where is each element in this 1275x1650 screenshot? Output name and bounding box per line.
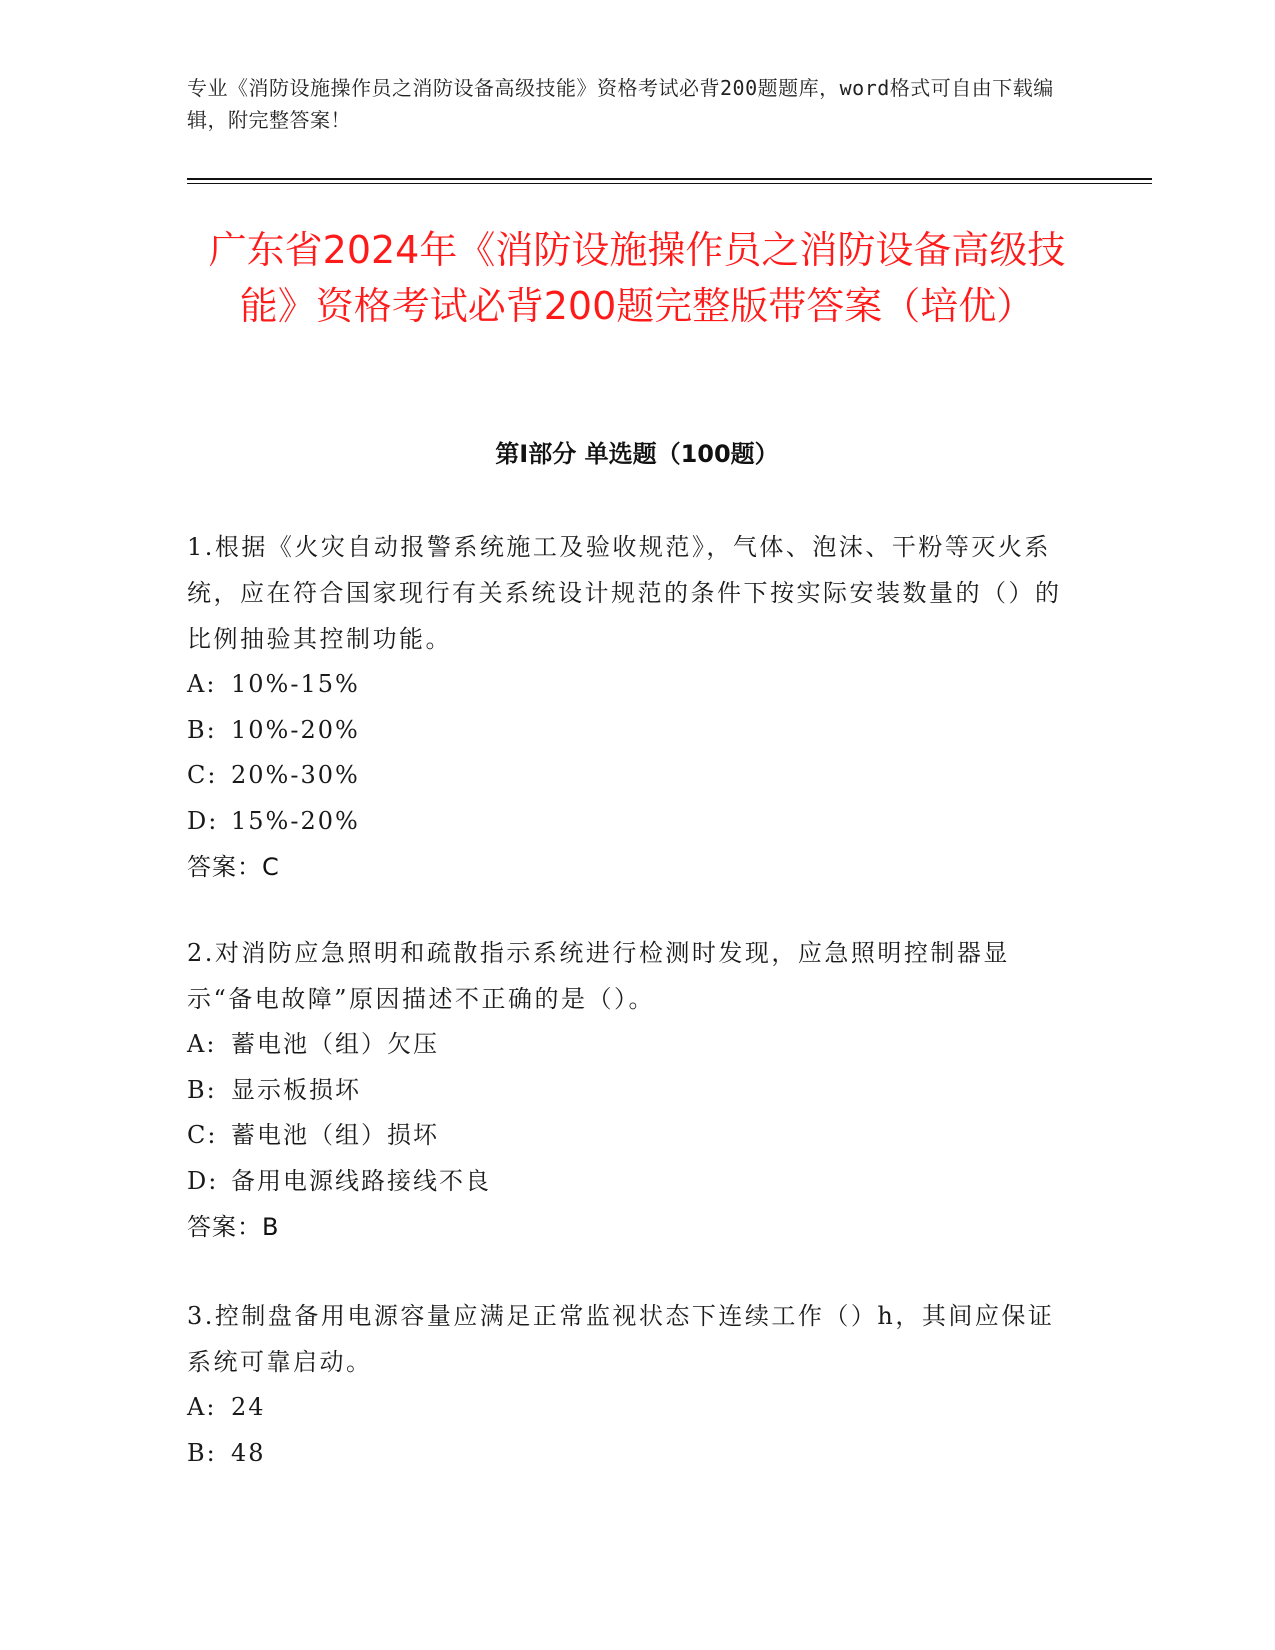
option-c — [187, 1113, 1067, 1159]
header-divider-thin — [187, 183, 1152, 184]
option-a — [187, 1022, 1067, 1068]
option-text: 15%-20% — [231, 806, 360, 835]
option-text: 24 — [231, 1393, 266, 1421]
option-text: 蓄电池（组）欠压 — [231, 1030, 439, 1058]
question-1 — [187, 524, 1067, 890]
option-text: 10%-15% — [231, 670, 360, 698]
option-text: 20%-30% — [231, 761, 360, 789]
option-key: B: — [187, 715, 217, 744]
option-text: 10%-20% — [231, 715, 360, 744]
option-d — [187, 799, 1067, 845]
option-a — [187, 1385, 1067, 1431]
option-d — [187, 1159, 1067, 1205]
answer-label: 答案： — [187, 1213, 262, 1241]
option-a — [187, 662, 1067, 708]
option-key: C: — [187, 1121, 218, 1149]
answer-value: C — [262, 853, 280, 881]
option-key: A: — [187, 670, 217, 698]
question-2 — [187, 930, 1067, 1250]
option-b — [187, 1068, 1067, 1114]
option-text: 48 — [231, 1438, 266, 1467]
section-title: 第Ⅰ部分 单选题（100题） — [495, 440, 779, 468]
option-b — [187, 708, 1067, 754]
question-stem: 3.控制盘备用电源容量应满足正常监视状态下连续工作（）h，其间应保证系统可靠启动。 — [187, 1302, 1055, 1376]
document-title: 广东省2024年《消防设施操作员之消防设备高级技能》资格考试必背200题完整版带答案（培优） — [208, 228, 1066, 328]
option-key: D: — [187, 806, 219, 835]
answer-line — [187, 844, 1067, 890]
option-text: 蓄电池（组）损坏 — [231, 1121, 439, 1149]
option-key: C: — [187, 761, 218, 789]
option-text: 备用电源线路接线不良 — [231, 1166, 491, 1195]
answer-value: B — [262, 1213, 280, 1241]
option-key: A: — [187, 1030, 217, 1058]
answer-line — [187, 1204, 1067, 1250]
option-key: B: — [187, 1075, 217, 1104]
question-stem: 1.根据《火灾自动报警系统施工及验收规范》，气体、泡沫、干粉等灭火系统，应在符合国家现行有关系统设计规范的条件下按实际安装数量的（）的比例抽验其控制功能。 — [187, 533, 1062, 653]
answer-label: 答案： — [187, 853, 262, 881]
option-key: B: — [187, 1438, 217, 1467]
option-c — [187, 753, 1067, 799]
option-b — [187, 1431, 1067, 1477]
option-text: 显示板损坏 — [231, 1075, 361, 1104]
header-note: 专业《消防设施操作员之消防设备高级技能》资格考试必背200题题库，word格式可自由下载编辑，附完整答案！ — [187, 76, 1054, 132]
question-3 — [187, 1293, 1067, 1476]
option-key: A: — [187, 1393, 217, 1421]
option-key: D: — [187, 1166, 219, 1195]
header-divider-thick — [187, 178, 1152, 180]
question-stem: 2.对消防应急照明和疏散指示系统进行检测时发现，应急照明控制器显示“备电故障”原因描述不正确的是（）。 — [187, 939, 1010, 1013]
